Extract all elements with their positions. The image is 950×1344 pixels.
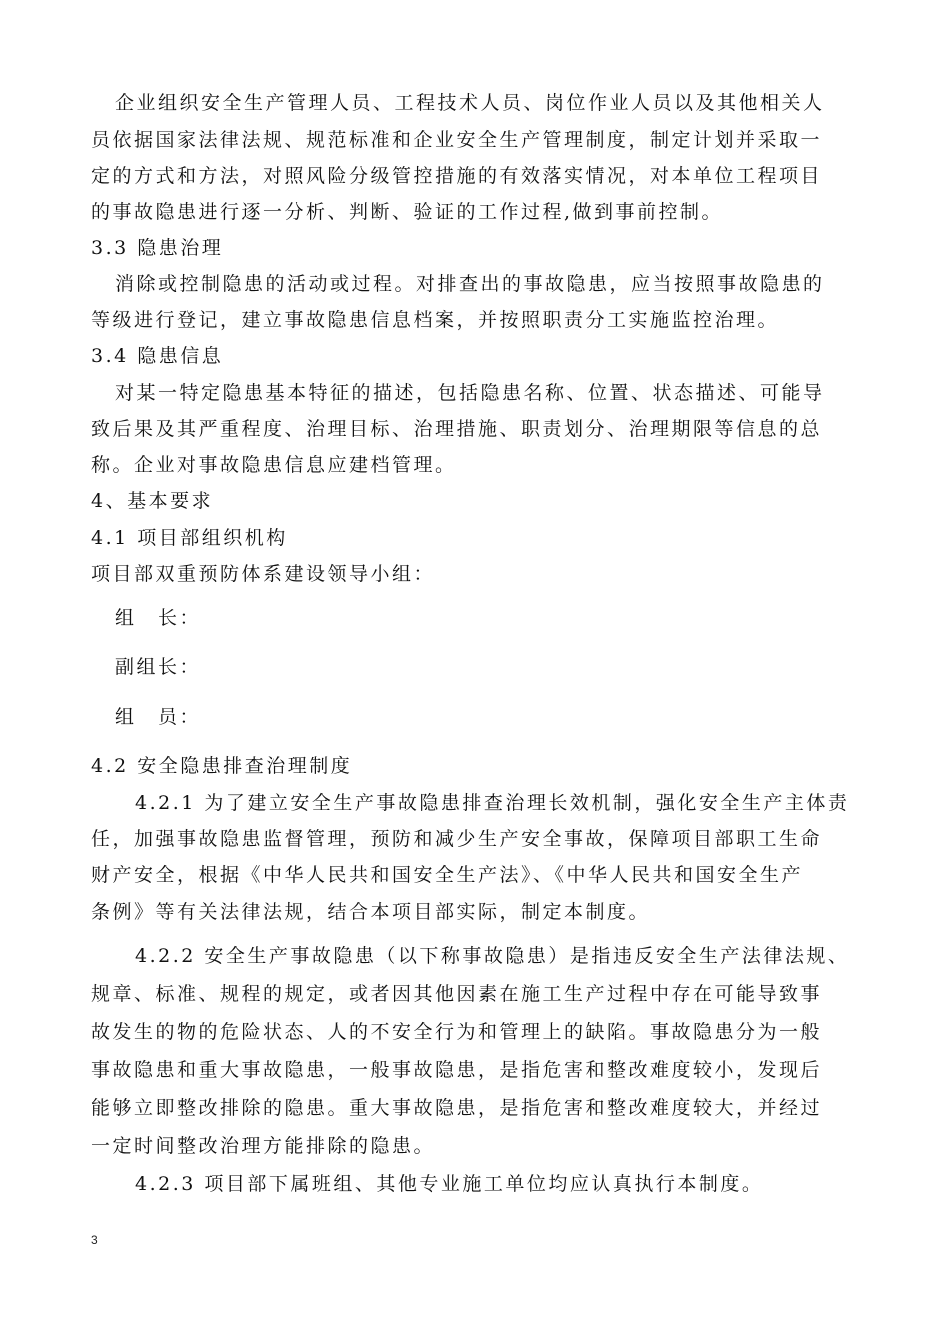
member-label: 组 员： xyxy=(115,706,202,728)
section-heading-4-1: 4.1 项目部组织机构 xyxy=(91,527,288,549)
section-heading-4: 4、基本要求 xyxy=(91,490,214,512)
paragraph-line: 任，加强事故隐患监督管理，预防和减少生产安全事故，保障项目部职工生命 xyxy=(91,828,823,850)
deputy-leader-label: 副组长： xyxy=(115,656,202,678)
paragraph-line: 称。企业对事故隐患信息应建档管理。 xyxy=(91,454,457,476)
paragraph-line: 项目部双重预防体系建设领导小组： xyxy=(91,563,436,585)
section-heading-3-4: 3.4 隐患信息 xyxy=(91,345,224,367)
page-number: 3 xyxy=(91,1233,98,1247)
paragraph-line: 财产安全，根据《中华人民共和国安全生产法》、《中华人民共和国安全生产 xyxy=(91,864,804,886)
paragraph-line: 对某一特定隐患基本特征的描述，包括隐患名称、位置、状态描述、可能导 xyxy=(115,382,825,404)
paragraph-line: 规章、标准、规程的规定，或者因其他因素在施工生产过程中存在可能导致事 xyxy=(91,983,823,1005)
paragraph-line: 的事故隐患进行逐一分析、判断、验证的工作过程,做到事前控制。 xyxy=(91,201,724,223)
section-heading-4-2: 4.2 安全隐患排查治理制度 xyxy=(91,755,353,777)
paragraph-line: 消除或控制隐患的活动或过程。对排查出的事故隐患，应当按照事故隐患的 xyxy=(115,273,825,295)
paragraph-line: 4.2.1 为了建立安全生产事故隐患排查治理长效机制，强化安全生产主体责 xyxy=(135,792,850,814)
paragraph-line: 条例》等有关法律法规，结合本项目部实际，制定本制度。 xyxy=(91,901,651,923)
paragraph-line: 一定时间整改治理方能排除的隐患。 xyxy=(91,1135,436,1157)
paragraph-line: 4.2.3 项目部下属班组、其他专业施工单位均应认真执行本制度。 xyxy=(135,1173,764,1195)
paragraph-line: 事故隐患和重大事故隐患，一般事故隐患，是指危害和整改难度较小，发现后 xyxy=(91,1059,823,1081)
paragraph-line: 员依据国家法律法规、规范标准和企业安全生产管理制度，制定计划并采取一 xyxy=(91,129,823,151)
paragraph-line: 等级进行登记，建立事故隐患信息档案，并按照职责分工实施监控治理。 xyxy=(91,309,780,331)
paragraph-line: 故发生的物的危险状态、人的不安全行为和管理上的缺陷。事故隐患分为一般 xyxy=(91,1021,823,1043)
paragraph-line: 企业组织安全生产管理人员、工程技术人员、岗位作业人员以及其他相关人 xyxy=(115,92,825,114)
paragraph-line: 致后果及其严重程度、治理目标、治理措施、职责划分、治理期限等信息的总 xyxy=(91,418,823,440)
paragraph-line: 能够立即整改排除的隐患。重大事故隐患，是指危害和整改难度较大，并经过 xyxy=(91,1097,823,1119)
paragraph-line: 4.2.2 安全生产事故隐患（以下称事故隐患）是指违反安全生产法律法规、 xyxy=(135,945,850,967)
paragraph-line: 定的方式和方法，对照风险分级管控措施的有效落实情况，对本单位工程项目 xyxy=(91,165,823,187)
section-heading-3-3: 3.3 隐患治理 xyxy=(91,237,224,259)
leader-label: 组 长： xyxy=(115,607,202,629)
